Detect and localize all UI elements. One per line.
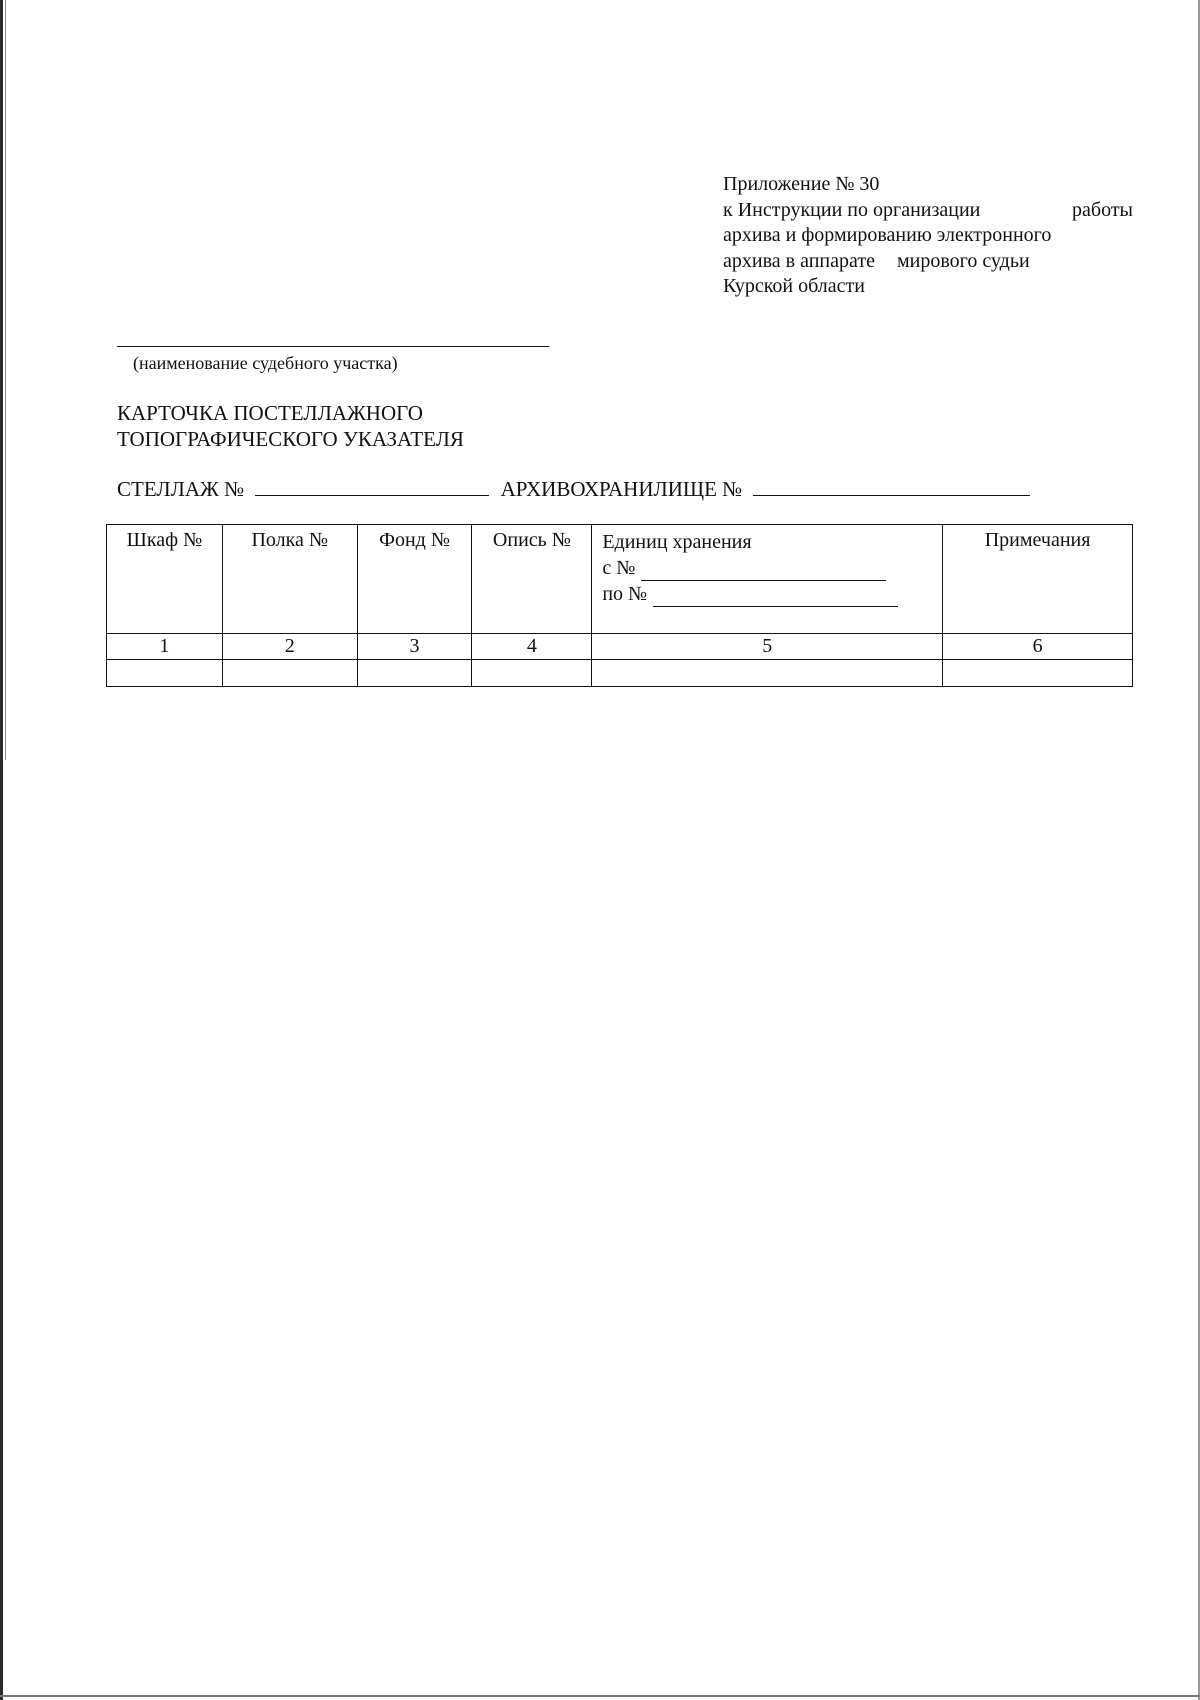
header-cabinet: Шкаф № [107,525,223,634]
card-title-line-1: КАРТОЧКА ПОСТЕЛЛАЖНОГО [117,401,423,425]
appendix-number: Приложение № 30 [723,173,880,195]
empty-cell-shelf[interactable] [222,660,357,687]
appendix-line-2-left: к Инструкции по организации [723,198,981,221]
card-title-line-2: ТОПОГРАФИЧЕСКОГО УКАЗАТЕЛЯ [117,427,464,451]
column-number: 5 [592,634,943,660]
empty-cell-notes[interactable] [943,660,1133,687]
rack-label: СТЕЛЛАЖ № [117,477,245,501]
appendix-line-4-right: мирового судьи [896,249,1030,272]
empty-cell-fund[interactable] [357,660,472,687]
units-from-blank[interactable] [641,562,886,581]
appendix-line-2-right: работы [1072,198,1133,221]
appendix-reference [723,172,1133,300]
table-row [107,660,1133,687]
appendix-line-3-text: архива и формированию электронного [723,224,1052,246]
rack-storage-row [117,475,1030,502]
scan-edge-left [0,0,3,1700]
appendix-line-4 [723,249,1133,275]
storage-label: АРХИВОХРАНИЛИЩЕ № [500,477,743,501]
header-inventory: Опись № [472,525,592,634]
appendix-line-1 [723,172,1133,198]
units-to-label: по № [602,583,648,605]
units-from-label: с № [602,557,636,579]
column-number: 4 [472,634,592,660]
header-shelf: Полка № [222,525,357,634]
appendix-region: Курской области [723,275,865,297]
court-name-caption: (наименование судебного участка) [133,353,398,373]
units-from-line [602,555,942,581]
topographic-table [106,524,1133,687]
storage-number-blank[interactable] [753,475,1030,496]
column-number-row [107,634,1133,660]
card-title [117,400,464,452]
units-to-line [602,581,942,607]
empty-cell-cabinet[interactable] [107,660,223,687]
empty-cell-units[interactable] [592,660,943,687]
column-number: 1 [107,634,223,660]
court-name-blank-line[interactable] [117,346,549,347]
appendix-line-5 [723,274,1133,300]
header-units-title: Единиц хранения [602,531,752,553]
header-fund: Фонд № [357,525,472,634]
column-number: 2 [222,634,357,660]
rack-number-blank[interactable] [255,475,489,496]
scan-edge-bottom [0,1695,1200,1697]
header-notes: Примечания [943,525,1133,634]
column-number: 3 [357,634,472,660]
units-to-blank[interactable] [653,588,898,607]
empty-cell-inventory[interactable] [472,660,592,687]
appendix-line-3 [723,223,1133,249]
table-header-row [107,525,1133,634]
appendix-line-4-left: архива в аппарате [723,249,875,272]
column-number: 6 [943,634,1133,660]
scan-edge-left-inner [5,0,6,760]
header-storage-units [592,525,943,634]
appendix-line-2 [723,198,1133,224]
